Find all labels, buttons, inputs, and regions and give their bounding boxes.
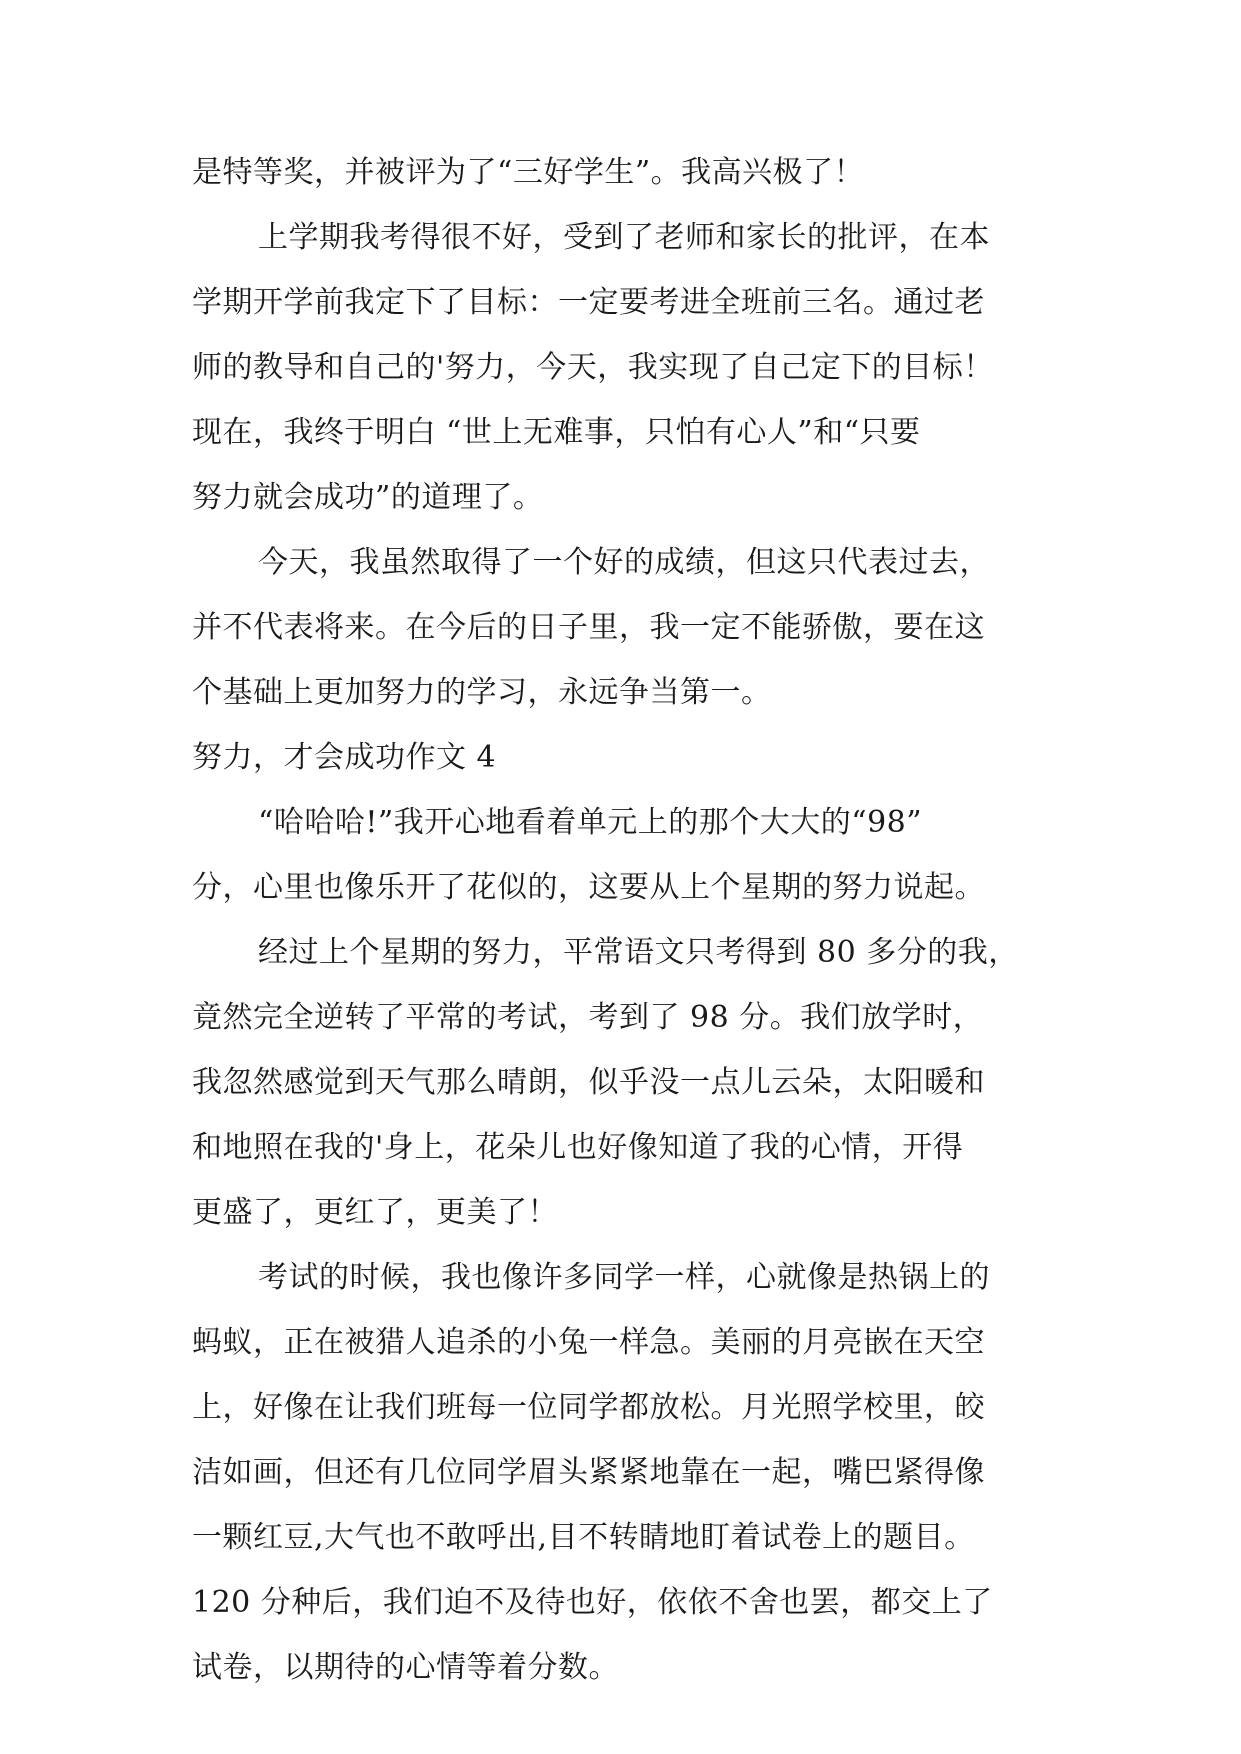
section-heading: 努力，才会成功作文 4 (192, 740, 497, 775)
text-line: 我忽然感觉到天气那么晴朗，似乎没一点儿云朵，太阳暖和 (192, 1065, 985, 1100)
text-line: 更盛了，更红了，更美了！ (192, 1195, 558, 1230)
text-line: 一颗红豆,大气也不敢呼出,目不转睛地盯着试卷上的题目。 (192, 1520, 975, 1555)
text-line: 上，好像在让我们班每一位同学都放松。月光照学校里，皎 (192, 1390, 985, 1425)
text-line: 考试的时候，我也像许多同学一样，心就像是热锅上的 (258, 1260, 990, 1295)
text-line: 今天，我虽然取得了一个好的成绩，但这只代表过去， (258, 545, 990, 580)
text-line: 现在，我终于明白 “世上无难事，只怕有心人”和“只要 (192, 415, 921, 450)
text-line: 竟然完全逆转了平常的考试，考到了 98 分。我们放学时， (192, 1000, 984, 1035)
text-line: 和地照在我的'身上，花朵儿也好像知道了我的心情，开得 (192, 1130, 964, 1165)
text-line: 努力就会成功”的道理了。 (192, 480, 544, 515)
document-body (192, 140, 1052, 1700)
text-line: 120 分种后，我们迫不及待也好，依依不舍也罢，都交上了 (192, 1585, 993, 1620)
text-line: 经过上个星期的努力，平常语文只考得到 80 多分的我， (258, 935, 1019, 970)
text-line: 分，心里也像乐开了花似的，这要从上个星期的努力说起。 (192, 870, 985, 905)
text-line: 师的教导和自己的'努力，今天，我实现了自己定下的目标！ (192, 350, 994, 385)
text-line: 是特等奖，并被评为了“三好学生”。我高兴极了！ (192, 155, 865, 190)
text-line: 学期开学前我定下了目标：一定要考进全班前三名。通过老 (192, 285, 985, 320)
text-line: 上学期我考得很不好，受到了老师和家长的批评，在本 (258, 220, 990, 255)
text-line: 试卷，以期待的心情等着分数。 (192, 1650, 619, 1685)
text-line: 个基础上更加努力的学习，永远争当第一。 (192, 675, 772, 710)
text-line: “哈哈哈!”我开心地看着单元上的那个大大的“98” (258, 805, 923, 840)
text-line: 洁如画，但还有几位同学眉头紧紧地靠在一起，嘴巴紧得像 (192, 1455, 985, 1490)
text-line: 并不代表将来。在今后的日子里，我一定不能骄傲，要在这 (192, 610, 985, 645)
text-line: 蚂蚁，正在被猎人追杀的小兔一样急。美丽的月亮嵌在天空 (192, 1325, 985, 1360)
